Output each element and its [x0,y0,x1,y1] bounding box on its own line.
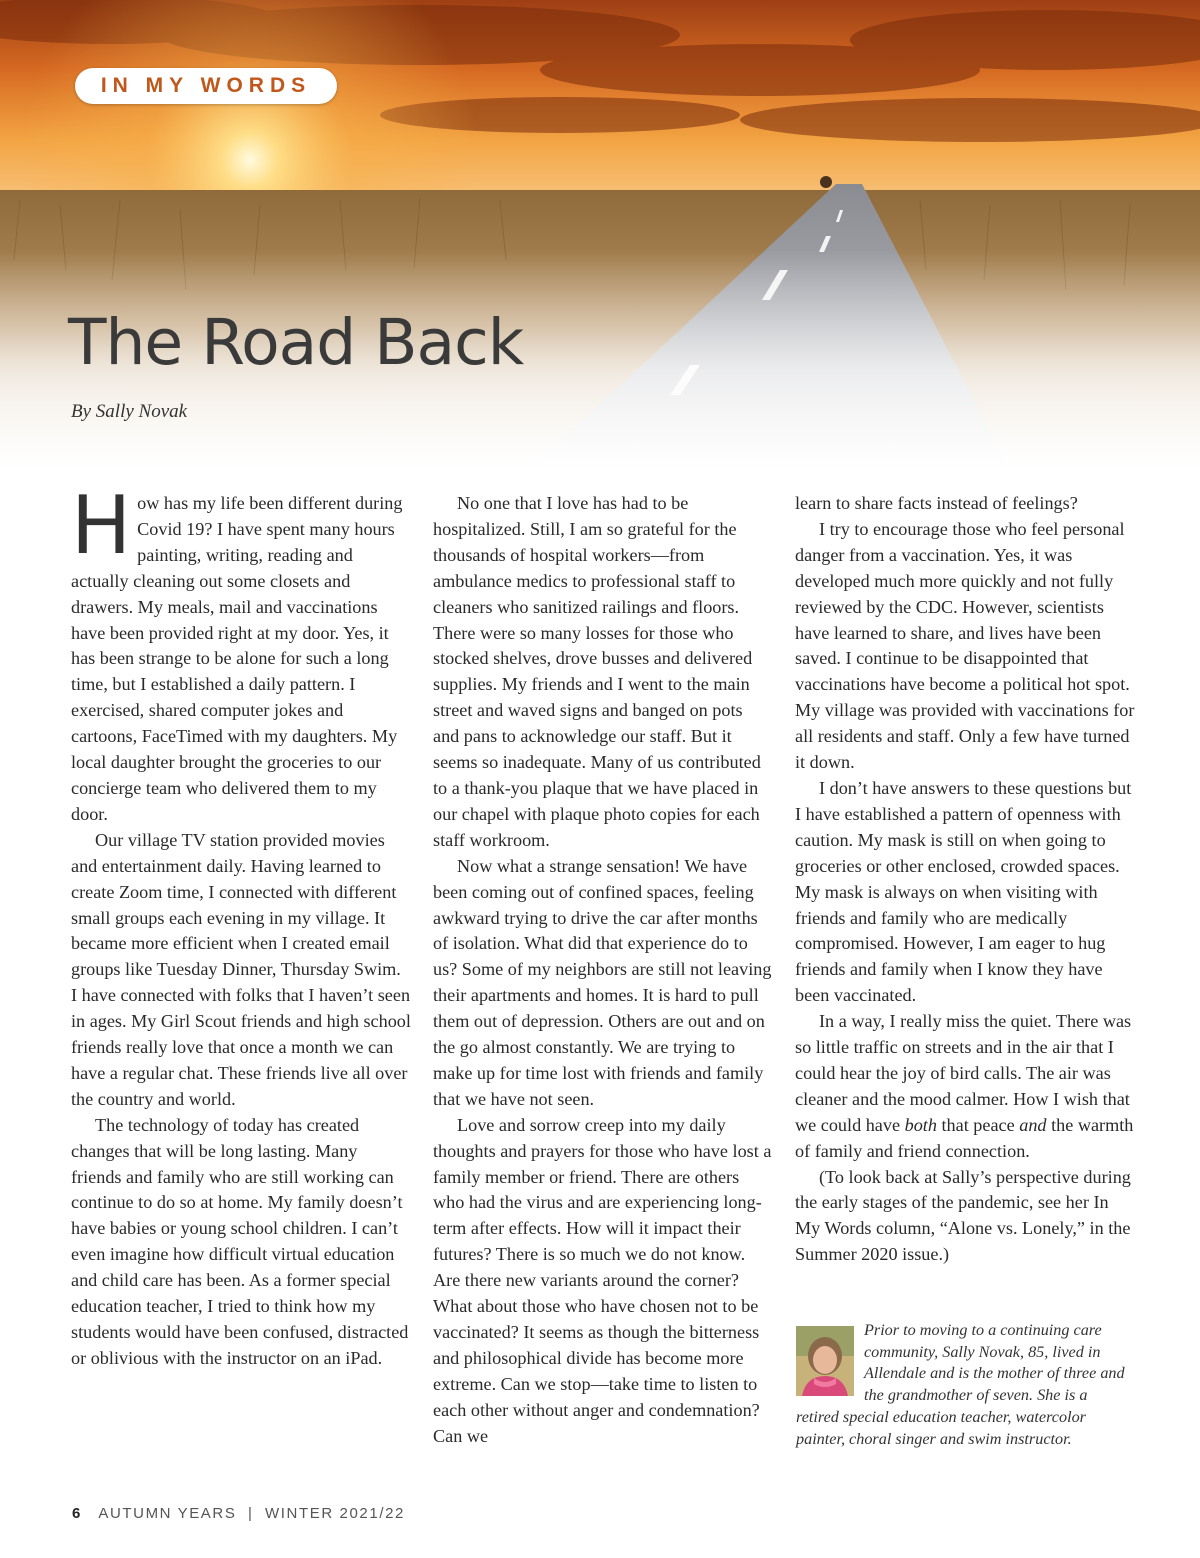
paragraph [71,479,411,828]
page-number: 6 [72,1505,81,1522]
paragraph: Now what a strange sensation! We have been coming out of confined spaces, feeling awkward trying to drive the car after months of isolation. What did that experience do to us? Some of my neighbors are still not leaving their apartments and homes. It is hard to pull them out of depression. Others are out and on the go almost constantly. We are trying to make up for time lost with friends and family that we have not seen. [433,855,772,1109]
emphasis: both [904,1114,937,1135]
article-column-3 [795,491,1135,1268]
author-portrait-image [796,1326,854,1396]
section-kicker: IN MY WORDS [75,68,337,104]
text-run: In a way, I really miss the quiet. There was so little traffic on streets and in the air that I could hear the joy of bird calls. The air was cleaner and the mood calmer. How I wish that we could have [795,1011,1132,1135]
paragraph: Love and sorrow creep into my daily thoughts and prayers for those who have lost a family member or friend. There are others who had the virus and are experiencing long-term after effects. How will it impact their futures? There is so much we do not know. Are there new variants around the corner? What about those who have chosen not to be vaccinated? It seems as though the bitterness and philosophical divide has become more extreme. Can we stop—take time to listen to each other without anger and condemnation? Can we [433,1114,772,1446]
paragraph: I don’t have answers to these questions but I have established a pattern of openness with caution. My mask is still on when going to groceries or other enclosed, crowded spaces. My mask is always on when visiting with friends and family who are medically compromised. However, I am eager to hug friends and family when I know they have been vaccinated. [795,777,1132,1006]
byline: By Sally Novak [71,401,188,422]
text-run: that peace [936,1114,1020,1135]
paragraph [795,1009,1135,1164]
paragraph: Our village TV station provided movies and entertainment daily. Having learned to create Zoom time, I connected with different small groups each evening in my village. It became more efficient when I created email groups like Tuesday Dinner, Thursday Swim. I have connected with folks that I haven’t seen in ages. My Girl Scout friends and high school friends really love that once a month we can have a regular chat. These friends live all over the country and world. [71,829,411,1109]
closing-note: (To look back at Sally’s perspective during the early stages of the pandemic, see her In My Words column, “Alone vs. Lonely,” in the Summer 2020 issue.) [795,1166,1131,1265]
article-title: The Road Back [68,306,524,379]
paragraph-text: ow has my life been different during Covid 19? I have spent many hours painting, writing, reading and actually cleaning out some closets and drawers. My meals, mail and vaccinations have been provided right at my door. Yes, it has been strange to be alone for such a long time, but I established a daily pattern. I exercised, shared computer jokes and cartoons, FaceTimed with my daughters. My local daughter brought the groceries to our concierge team who delivered them to my door. [71,493,403,824]
publication-info: AUTUMN YEARS | WINTER 2021/22 [98,1505,405,1522]
author-bio [796,1320,1126,1450]
paragraph: The technology of today has created changes that will be long lasting. Many friends and family who are still working can continue to do so at home. My family doesn’t have babies or young school children. I can’t even imagine how difficult virtual education and child care has been. As a former special education teacher, I tried to think how my students would have been confused, distracted or oblivious with the instructor on an iPad. [71,1114,409,1368]
bio-text: Prior to moving to a continuing care community, Sally Novak, 85, lived in Allendale and is the mother of three and the grandmother of seven. She is a retired special education teacher, watercolor painter, choral singer and swim instructor. [796,1321,1125,1448]
paragraph: No one that I love has had to be hospitalized. Still, I am so grateful for the thousands of hospital workers—from ambulance medics to professional staff to cleaners who sanitized railings and floors. There were so many losses for those who stocked shelves, drove busses and delivered supplies. My friends and I went to the main street and waved signs and banged on pots and pans to acknowledge our staff. But it seems so inadequate. Many of us contributed to a thank-you plaque that we have placed in our chapel with plaque photo copies for each staff workroom. [433,493,761,850]
author-photo [796,1326,854,1396]
text-run: the warmth of family and friend connection. [795,1114,1134,1161]
page-footer [72,1505,405,1522]
drop-cap: H [71,479,132,572]
article-column-1 [71,479,411,1372]
article-column-2 [433,491,773,1450]
paragraph: learn to share facts instead of feelings? [795,493,1078,513]
emphasis: and [1019,1114,1047,1135]
paragraph: I try to encourage those who feel personal danger from a vaccination. Yes, it was developed much more quickly and not fully reviewed by the CDC. However, scientists have learned to share, and lives have been saved. I continue to be disappointed that vaccinations have become a political hot spot. My village was provided with vaccinations for all residents and staff. Only a few have turned it down. [795,518,1135,773]
